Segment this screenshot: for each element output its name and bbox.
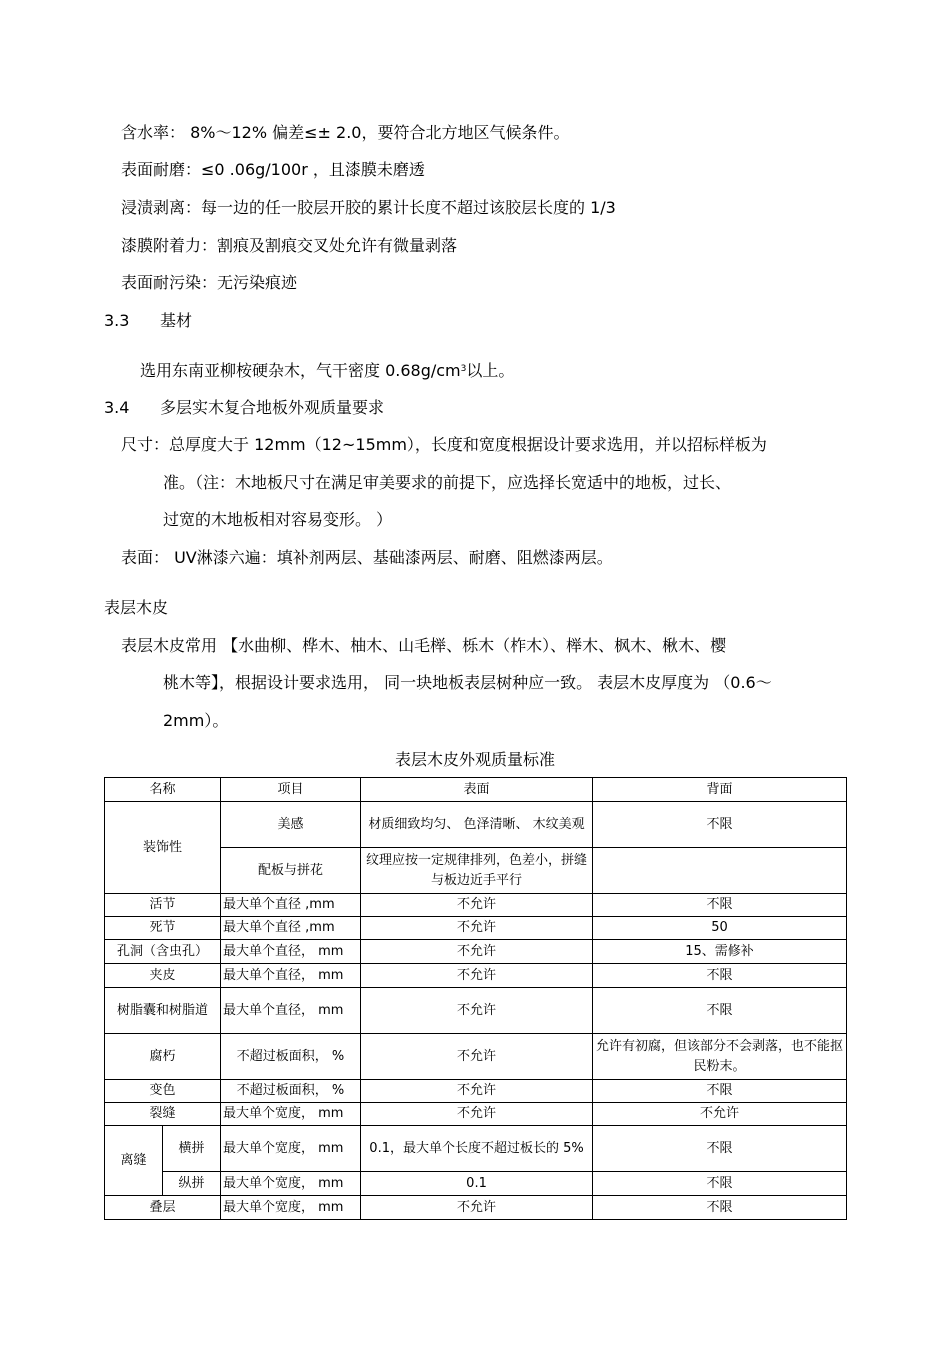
surface-cell: 0.1	[361, 1172, 593, 1196]
section-3-3-heading	[104, 311, 192, 331]
surface-cell: 不允许	[361, 964, 593, 988]
back-cell: 不限	[593, 964, 847, 988]
lifeng-cell: 离缝	[105, 1126, 163, 1196]
item-cell: 最大单个宽度， mm	[221, 1126, 361, 1172]
surface-cell: 不允许	[361, 1103, 593, 1126]
back-cell: 不允许	[593, 1103, 847, 1126]
back-cell: 不限	[593, 1196, 847, 1220]
item-cell: 配板与拼花	[221, 848, 361, 894]
section-number: 3.3	[104, 311, 130, 330]
surface-cell: 不允许	[361, 1196, 593, 1220]
header-surface: 表面	[361, 778, 593, 802]
name-cell: 夹皮	[105, 964, 221, 988]
table-row	[105, 1196, 847, 1220]
veneer-line-2: 桃木等】，根据设计要求选用， 同一块地板表层树种应一致。 表层木皮厚度为 （0.6～	[163, 673, 772, 692]
surface-line: 表面： UV淋漆六遍：填补剂两层、基础漆两层、耐磨、阻燃漆两层。	[121, 548, 613, 567]
back-cell: 50	[593, 917, 847, 940]
table-header-row	[105, 778, 847, 802]
back-cell: 不限	[593, 894, 847, 917]
name-cell: 孔洞（含虫孔）	[105, 940, 221, 964]
veneer-line-3: 2mm）。	[163, 711, 229, 730]
back-cell: 15、需修补	[593, 940, 847, 964]
section-3-4-heading	[104, 398, 384, 418]
table-row	[105, 802, 847, 848]
name-cell: 树脂囊和树脂道	[105, 988, 221, 1034]
decor-cell: 装饰性	[105, 802, 221, 894]
name-cell: 变色	[105, 1080, 221, 1103]
veneer-quality-table	[104, 777, 847, 1220]
stain-line: 表面耐污染：无污染痕迹	[121, 273, 298, 292]
item-cell: 最大单个直径， mm	[221, 964, 361, 988]
table-row	[105, 1126, 847, 1172]
substrate-text-end: 以上。	[466, 361, 515, 380]
back-cell: 不限	[593, 988, 847, 1034]
name-cell: 死节	[105, 917, 221, 940]
surface-cell: 不允许	[361, 894, 593, 917]
surface-cell: 不允许	[361, 988, 593, 1034]
back-cell: 不限	[593, 1172, 847, 1196]
name-cell: 裂缝	[105, 1103, 221, 1126]
size-line: 尺寸：总厚度大于 12mm（12~15mm），长度和宽度根据设计要求选用，并以招标样板为	[121, 435, 767, 454]
surface-cell: 纹理应按一定规律排列，色差小，拼缝与板边近手平行	[361, 848, 593, 894]
section-title: 多层实木复合地板外观质量要求	[160, 398, 385, 417]
size-note-line-2: 过宽的木地板相对容易变形。 ）	[163, 510, 393, 529]
back-cell	[593, 848, 847, 894]
table-row	[105, 1080, 847, 1103]
section-title: 基材	[160, 311, 193, 330]
substrate-text: 选用东南亚柳桉硬杂木，气干密度 0.68g/cm	[140, 361, 461, 380]
superscript: 3	[460, 364, 467, 374]
table-row	[105, 1172, 847, 1196]
item-cell: 最大单个宽度， mm	[221, 1196, 361, 1220]
back-cell: 不限	[593, 802, 847, 848]
surface-cell: 不允许	[361, 1034, 593, 1080]
table-row	[105, 894, 847, 917]
name-cell: 腐朽	[105, 1034, 221, 1080]
name-cell: 纵拼	[163, 1172, 221, 1196]
surface-cell: 不允许	[361, 917, 593, 940]
surface-cell: 不允许	[361, 1080, 593, 1103]
name-cell: 叠层	[105, 1196, 221, 1220]
surface-cell: 不允许	[361, 940, 593, 964]
table-row	[105, 1034, 847, 1080]
back-cell: 允许有初腐，但该部分不会剥落，也不能抠民粉末。	[593, 1034, 847, 1080]
item-cell: 最大单个宽度， mm	[221, 1103, 361, 1126]
moisture-line: 含水率： 8%～12% 偏差≤± 2.0，要符合北方地区气候条件。	[121, 123, 570, 142]
header-name: 名称	[105, 778, 221, 802]
surface-cell: 0.1，最大单个长度不超过板长的 5%	[361, 1126, 593, 1172]
item-cell: 最大单个宽度， mm	[221, 1172, 361, 1196]
header-back: 背面	[593, 778, 847, 802]
table-row	[105, 940, 847, 964]
table-row	[105, 988, 847, 1034]
veneer-line-1: 表层木皮常用 【水曲柳、桦木、柚木、山毛榉、栎木（柞木）、榉木、枫木、楸木、樱	[121, 636, 727, 655]
table-caption: 表层木皮外观质量标准	[394, 750, 555, 769]
item-cell: 最大单个直径， mm	[221, 940, 361, 964]
abrasion-line: 表面耐磨：≤0 .06g/100r ，且漆膜未磨透	[121, 160, 425, 179]
section-number: 3.4	[104, 398, 130, 417]
back-cell: 不限	[593, 1080, 847, 1103]
surface-cell: 材质细致均匀、 色泽清晰、 木纹美观	[361, 802, 593, 848]
header-item: 项目	[221, 778, 361, 802]
item-cell: 不超过板面积， %	[221, 1034, 361, 1080]
item-cell: 美感	[221, 802, 361, 848]
substrate-line	[140, 361, 514, 381]
veneer-heading: 表层木皮	[104, 598, 169, 617]
item-cell: 最大单个直径 ,mm	[221, 917, 361, 940]
table-row	[105, 1103, 847, 1126]
table-row	[105, 964, 847, 988]
item-cell: 最大单个直径， mm	[221, 988, 361, 1034]
back-cell: 不限	[593, 1126, 847, 1172]
peel-line: 浸渍剥离：每一边的任一胶层开胶的累计长度不超过该胶层长度的 1/3	[121, 198, 616, 217]
size-note-line-1: 准。（注：木地板尺寸在满足审美要求的前提下，应选择长宽适中的地板，过长、	[163, 473, 732, 492]
adhesion-line: 漆膜附着力：割痕及割痕交叉处允许有微量剥落	[121, 236, 458, 255]
item-cell: 最大单个直径 ,mm	[221, 894, 361, 917]
name-cell: 横拼	[163, 1126, 221, 1172]
table-row	[105, 917, 847, 940]
item-cell: 不超过板面积， %	[221, 1080, 361, 1103]
name-cell: 活节	[105, 894, 221, 917]
